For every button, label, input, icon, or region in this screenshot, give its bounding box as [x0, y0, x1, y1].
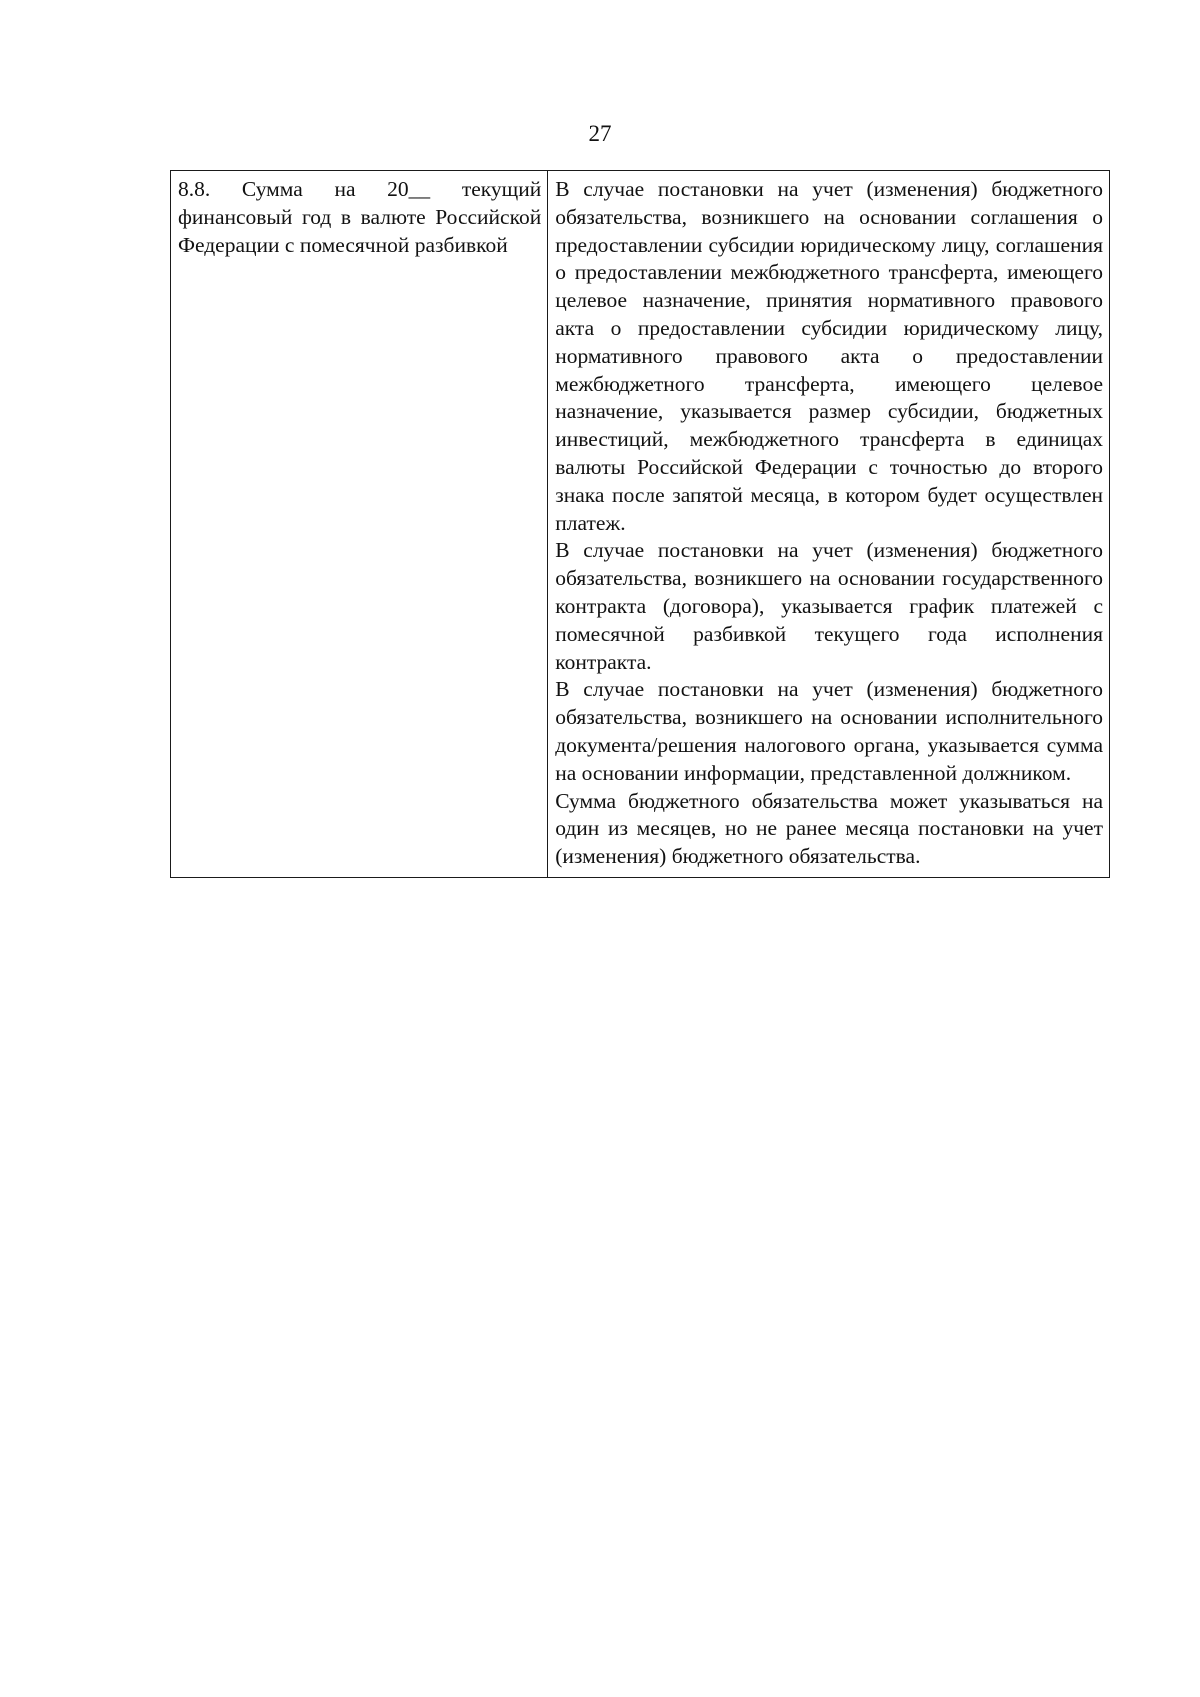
description-paragraph: В случае постановки на учет (изменения) бюджетного обязательства, возникшего на основании соглашения о предоставлении субсидии юридическому лицу, соглашения о предоставлении межбюджетного трансферта, имеющего целевое назначение, принятия нормативного правового акта о предоставлении субсидии юридическому лицу, нормативного правового акта о предоставлении межбюджетного трансферта, имеющего целевое назначение, указывается размер субсидии, бюджетных инвестиций, межбюджетного трансферта в единицах валюты Российской Федерации с точностью до второго знака после запятой месяца, в котором будет осуществлен платеж. [555, 177, 1103, 535]
description-paragraph: В случае постановки на учет (изменения) бюджетного обязательства, возникшего на основании государственного контракта (договора), указывается график платежей с помесячной разбивкой текущего года исполнения контракта. [555, 538, 1103, 674]
field-description-cell [548, 171, 1110, 878]
field-name-text: 8.8. Сумма на 20__ текущий финансовый год в валюте Российской Федерации с помесячной разбивкой [178, 177, 542, 257]
requirements-table [170, 170, 1110, 878]
field-name-cell [171, 171, 548, 878]
description-paragraph: Сумма бюджетного обязательства может указываться на один из месяцев, но не ранее месяца постановки на учет (изменения) бюджетного обязательства. [555, 788, 1103, 869]
description-paragraph: В случае постановки на учет (изменения) бюджетного обязательства, возникшего на основании исполнительного документа/решения налогового органа, указывается сумма на основании информации, представленной должником. [555, 677, 1103, 785]
page-number: 27 [588, 121, 612, 146]
table-row [171, 171, 1110, 878]
